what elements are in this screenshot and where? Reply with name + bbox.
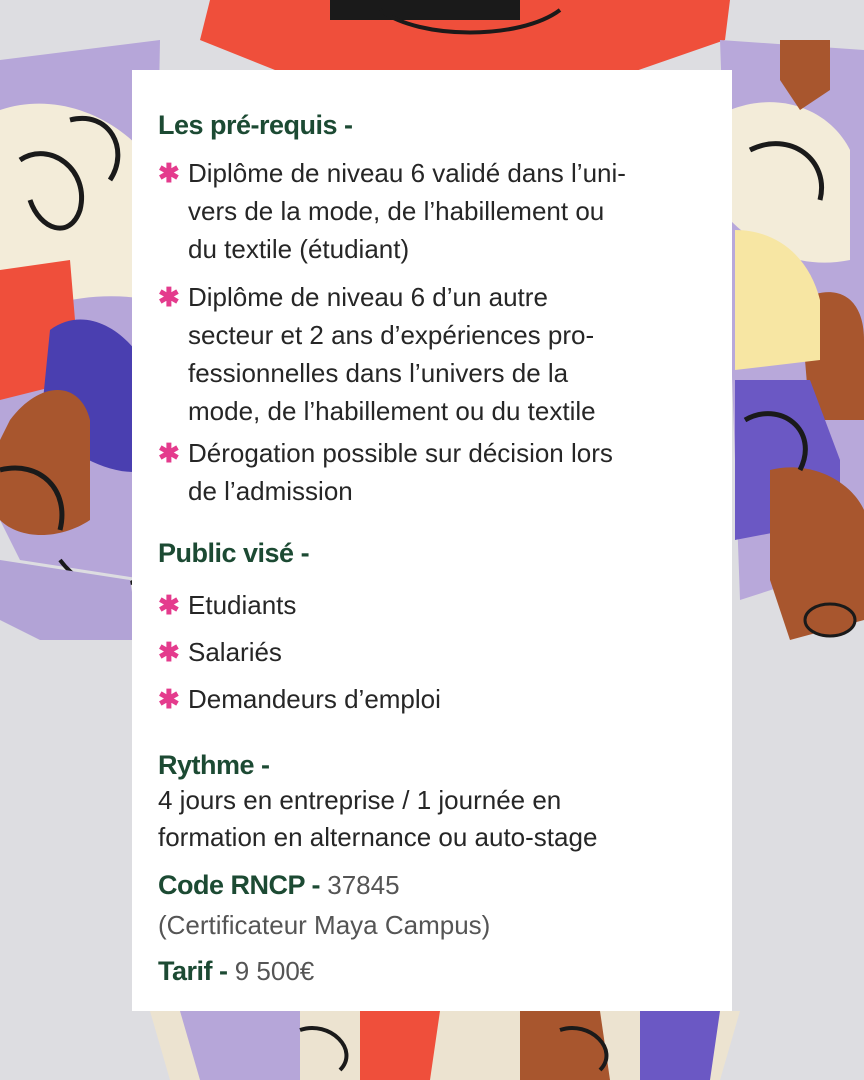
info-card: [132, 70, 732, 1011]
rncp-note: (Certificateur Maya Campus): [158, 910, 491, 940]
prerequis-item-text: Dérogation possible sur décision lors de l’admission: [188, 438, 613, 506]
asterisk-bullet-icon: ✱: [158, 282, 180, 312]
prerequis-heading: Les pré-requis -: [158, 110, 353, 140]
prerequis-item-text: Diplôme de niveau 6 d’un autre secteur et 2 ans d’expériences pro- fessionnelles dans l’univers de la mode, de l’habillement ou du textile: [188, 282, 596, 426]
asterisk-bullet-icon: ✱: [158, 158, 180, 188]
public-item-text: Demandeurs d’emploi: [188, 684, 441, 714]
prerequis-item-text: Diplôme de niveau 6 validé dans l’uni- vers de la mode, de l’habillement ou du textile (étudiant): [188, 158, 626, 264]
rncp-value: 37845: [327, 870, 400, 900]
tarif-label: Tarif -: [158, 956, 228, 986]
rythme-text: 4 jours en entreprise / 1 journée en formation en alternance ou auto-stage: [158, 785, 598, 852]
asterisk-bullet-icon: ✱: [158, 637, 180, 667]
public-item-text: Salariés: [188, 637, 282, 667]
public-heading: Public visé -: [158, 538, 310, 568]
asterisk-bullet-icon: ✱: [158, 590, 180, 620]
rncp-label: Code RNCP -: [158, 870, 321, 900]
rythme-heading: Rythme -: [158, 750, 270, 780]
public-item-text: Etudiants: [188, 590, 297, 620]
rncp-line: [158, 870, 400, 901]
tarif-line: [158, 956, 314, 987]
asterisk-bullet-icon: ✱: [158, 684, 180, 714]
asterisk-bullet-icon: ✱: [158, 438, 180, 468]
tarif-value: 9 500€: [234, 956, 315, 986]
